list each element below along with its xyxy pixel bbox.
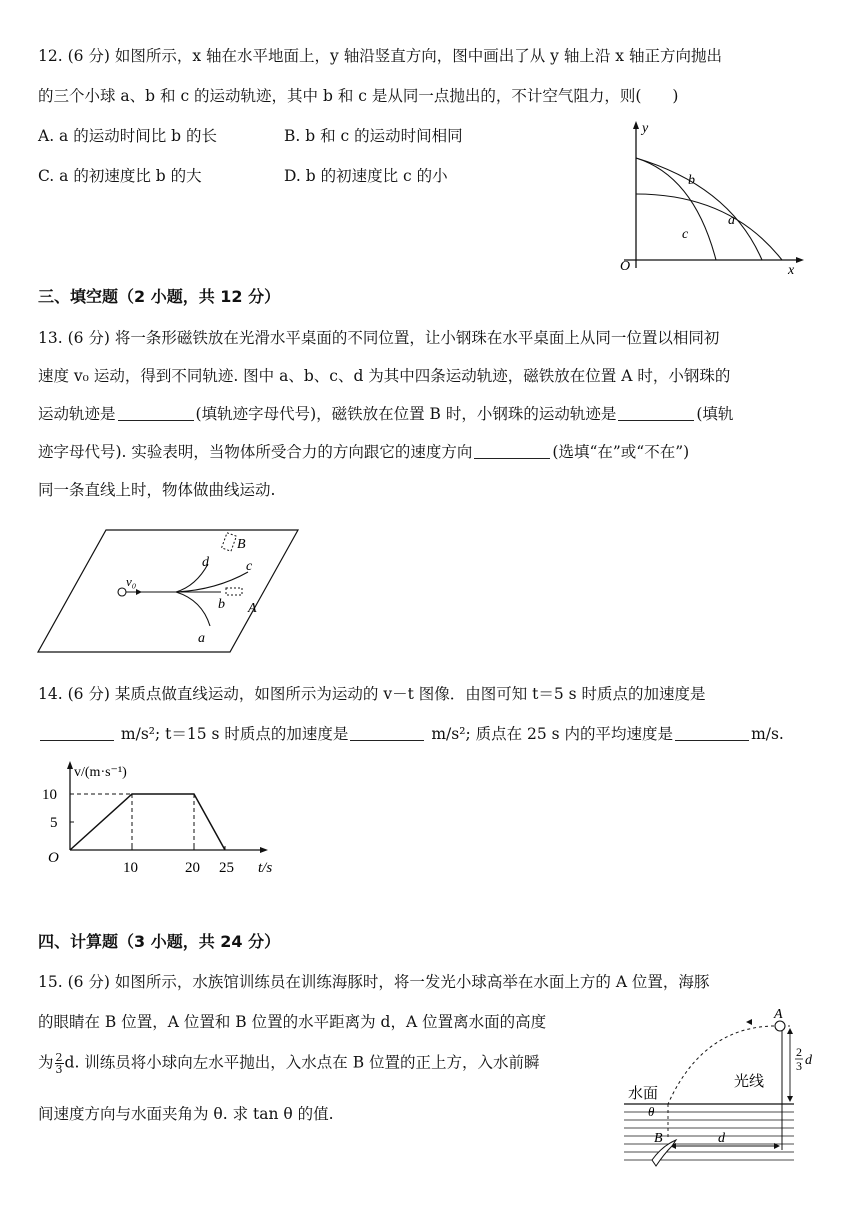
q12-option-a: A. a 的运动时间比 b 的长 bbox=[38, 127, 217, 145]
velocity-line bbox=[70, 794, 225, 850]
y-tick-10: 10 bbox=[42, 787, 57, 803]
label-B: B bbox=[654, 1131, 663, 1146]
q13-line3: 运动轨迹是 (填轨迹字母代号)，磁铁放在位置 B 时，小钢珠的运动轨迹是 (填轨 bbox=[38, 405, 734, 423]
trajectory-a bbox=[176, 592, 210, 626]
x-axis-label: t/s bbox=[258, 860, 273, 876]
height-d: d bbox=[805, 1053, 812, 1068]
q12-option-c: C. a 的初速度比 b 的大 bbox=[38, 167, 202, 185]
label-water-surface: 水面 bbox=[628, 1086, 659, 1102]
ball-A bbox=[775, 1021, 785, 1031]
q15-line1: 15. (6 分) 如图所示，水族馆训练员在训练海豚时，将一发光小球高举在水面上方的 A 位置，海豚 bbox=[38, 973, 710, 991]
q12-trajectory-figure bbox=[610, 118, 810, 278]
q12-option-b: B. b 和 c 的运动时间相同 bbox=[284, 127, 463, 145]
label-d: d bbox=[718, 1131, 725, 1146]
section-3-heading: 三、填空题（2 小题，共 12 分） bbox=[38, 287, 281, 306]
origin-label: O bbox=[48, 850, 59, 866]
label-A: A bbox=[774, 1007, 783, 1022]
label-v0: v₀ bbox=[126, 574, 137, 589]
fraction-two-thirds: $\frac{2}{3}$ bbox=[55, 1051, 63, 1076]
origin-label: O bbox=[620, 259, 631, 274]
q13-line4: 迹字母代号). 实验表明，当物体所受合力的方向跟它的速度方向 (选填“在”或“不在”) bbox=[38, 443, 690, 461]
q12-stem-line2: 的三个小球 a、b 和 c 的运动轨迹，其中 b 和 c 是从同一点抛出的，不计空气阻力，则( ) bbox=[38, 87, 679, 105]
label-a: a bbox=[728, 213, 735, 228]
answer-blank[interactable] bbox=[118, 406, 194, 421]
label-a: a bbox=[198, 631, 205, 646]
q13-line1: 13. (6 分) 将一条形磁铁放在光滑水平桌面的不同位置，让小钢珠在水平桌面上从同一位置以相同初 bbox=[38, 329, 720, 347]
label-b: b bbox=[688, 173, 695, 188]
axis-x-label: x bbox=[788, 263, 795, 278]
height-den: 3 bbox=[796, 1059, 802, 1073]
tabletop bbox=[38, 530, 298, 652]
y-axis-label: v/(m·s⁻¹) bbox=[74, 765, 127, 780]
trajectory-b bbox=[636, 158, 762, 260]
q12-stem-line1: 12. (6 分) 如图所示，x 轴在水平地面上，y 轴沿竖直方向，图中画出了从 y 轴上沿 x 轴正方向抛出 bbox=[38, 47, 722, 65]
q15-line2: 的眼睛在 B 位置，A 位置和 B 位置的水平距离为 d，A 位置离水面的高度 bbox=[38, 1013, 547, 1031]
magnet-position-A bbox=[226, 588, 242, 595]
height-num: 2 bbox=[796, 1045, 802, 1059]
y-tick-5: 5 bbox=[50, 815, 58, 831]
q14-line1: 14. (6 分) 某质点做直线运动，如图所示为运动的 v－t 图像．由图可知 t＝5 s 时质点的加速度是 bbox=[38, 685, 706, 703]
q12-option-d: D. b 的初速度比 c 的小 bbox=[284, 167, 448, 185]
q14-line2: m/s²; t＝15 s 时质点的加速度是 m/s²; 质点在 25 s 内的平均速度是 m/s. bbox=[38, 724, 784, 744]
q15-line3: 为 $\frac{2}{3}$ d. 训练员将小球向左水平抛出，入水点在 B 位置的正上方，入水前瞬 bbox=[38, 1051, 540, 1076]
q13-line2: 速度 v₀ 运动，得到不同轨迹. 图中 a、b、c、d 为其中四条运动轨迹，磁铁放在位置 A 时，小钢珠的 bbox=[38, 367, 731, 385]
q14-vt-chart bbox=[36, 758, 296, 880]
ball-trajectory bbox=[668, 1026, 780, 1104]
label-B: B bbox=[237, 537, 246, 552]
x-tick-20: 20 bbox=[185, 860, 200, 876]
answer-blank[interactable] bbox=[618, 406, 694, 421]
axis-y-label: y bbox=[642, 121, 649, 136]
answer-blank[interactable] bbox=[350, 726, 424, 741]
x-tick-25: 25 bbox=[219, 860, 234, 876]
label-b: b bbox=[218, 597, 225, 612]
label-A: A bbox=[248, 601, 257, 616]
magnet-position-B bbox=[222, 533, 237, 551]
answer-blank[interactable] bbox=[40, 726, 114, 741]
q15-dolphin-figure bbox=[622, 1000, 822, 1172]
q15-line4: 间速度方向与水面夹角为 θ. 求 tan θ 的值. bbox=[38, 1105, 334, 1123]
x-tick-10: 10 bbox=[123, 860, 138, 876]
trajectory-c bbox=[176, 572, 248, 592]
label-light-ray: 光线 bbox=[734, 1074, 765, 1090]
q13-line5: 同一条直线上时，物体做曲线运动. bbox=[38, 481, 276, 499]
trajectory-a bbox=[636, 194, 782, 260]
label-c: c bbox=[682, 227, 689, 242]
label-d: d bbox=[202, 555, 209, 570]
answer-blank[interactable] bbox=[474, 444, 550, 459]
label-c: c bbox=[246, 559, 253, 574]
q13-magnet-figure bbox=[36, 526, 306, 656]
label-theta: θ bbox=[648, 1104, 655, 1119]
answer-blank[interactable] bbox=[675, 726, 749, 741]
section-4-heading: 四、计算题（3 小题，共 24 分） bbox=[38, 932, 281, 951]
